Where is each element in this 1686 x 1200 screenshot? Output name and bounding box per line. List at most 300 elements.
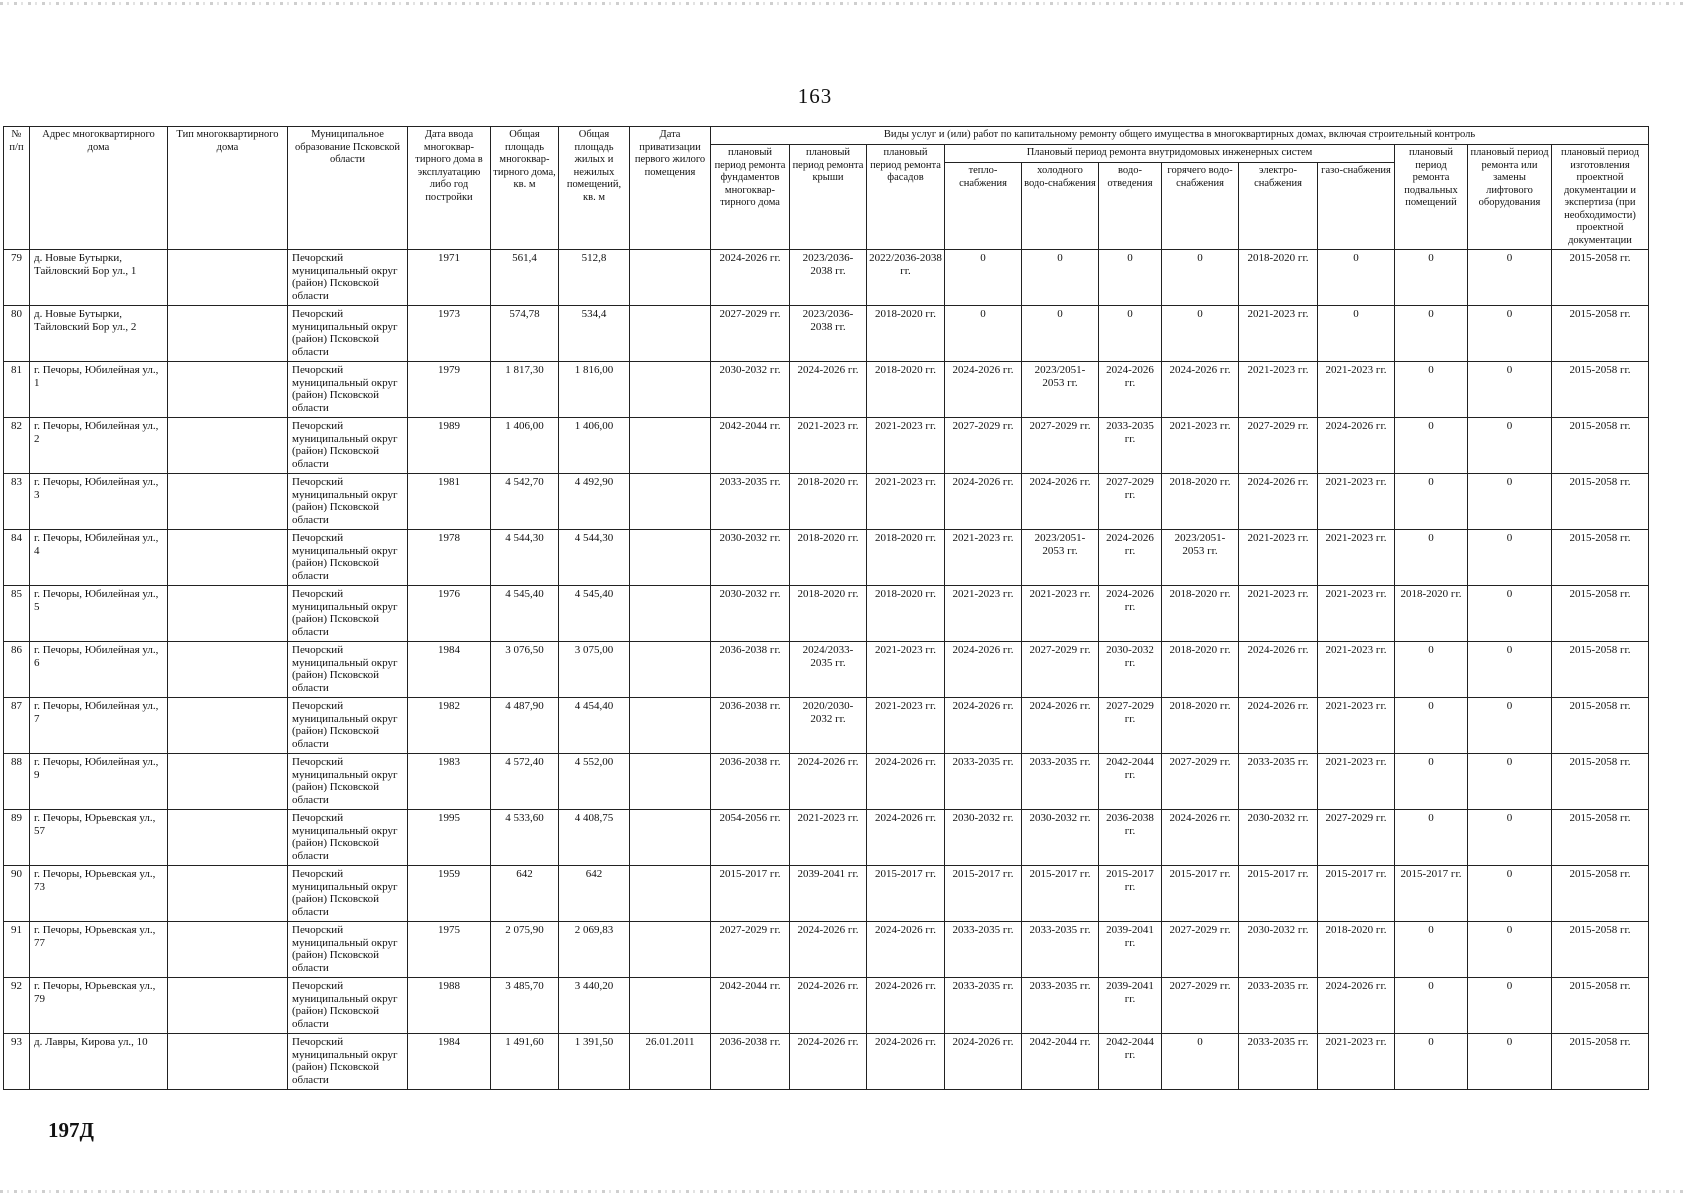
cell-roof: 2024-2026 гг.	[790, 922, 867, 978]
cell-privatization-date	[630, 698, 711, 754]
header-total-area: Общая площадь многоквар-тирного дома, кв. м	[491, 127, 559, 250]
cell-cold-water: 0	[1022, 306, 1099, 362]
header-elevator: плановый период ремонта или замены лифтового оборудования	[1468, 145, 1552, 250]
cell-type	[168, 866, 288, 922]
cell-residential-area: 1 816,00	[559, 362, 630, 418]
cell-heating: 0	[945, 306, 1022, 362]
header-residential-area: Общая площадь жилых и нежилых помещений, кв. м	[559, 127, 630, 250]
cell-privatization-date: 26.01.2011	[630, 1034, 711, 1090]
cell-year: 1978	[408, 530, 491, 586]
cell-num: 93	[4, 1034, 30, 1090]
cell-electricity: 2030-2032 гг.	[1239, 922, 1318, 978]
cell-municipality: Печорский муниципальный округ (район) Псковской области	[288, 922, 408, 978]
cell-type	[168, 1034, 288, 1090]
cell-electricity: 2018-2020 гг.	[1239, 250, 1318, 306]
cell-year: 1982	[408, 698, 491, 754]
cell-design-docs: 2015-2058 гг.	[1552, 810, 1649, 866]
cell-roof: 2039-2041 гг.	[790, 866, 867, 922]
cell-electricity: 2033-2035 гг.	[1239, 754, 1318, 810]
cell-municipality: Печорский муниципальный округ (район) Псковской области	[288, 250, 408, 306]
cell-drainage: 2036-2038 гг.	[1099, 810, 1162, 866]
table-row	[4, 866, 1649, 922]
cell-elevator: 0	[1468, 922, 1552, 978]
cell-hot-water: 2024-2026 гг.	[1162, 810, 1239, 866]
cell-municipality: Печорский муниципальный округ (район) Псковской области	[288, 1034, 408, 1090]
scan-edge-bottom	[0, 1190, 1686, 1193]
cell-address: г. Печоры, Юрьевская ул., 77	[30, 922, 168, 978]
header-works-group: Виды услуг и (или) работ по капитальному ремонту общего имущества в многоквартирных домах, включая строительный контроль	[711, 127, 1649, 145]
cell-num: 84	[4, 530, 30, 586]
header-num: № п/п	[4, 127, 30, 250]
cell-heating: 2024-2026 гг.	[945, 474, 1022, 530]
cell-total-area: 4 487,90	[491, 698, 559, 754]
cell-address: г. Печоры, Юбилейная ул., 3	[30, 474, 168, 530]
cell-cold-water: 2023/2051-2053 гг.	[1022, 530, 1099, 586]
cell-num: 88	[4, 754, 30, 810]
cell-design-docs: 2015-2058 гг.	[1552, 474, 1649, 530]
cell-residential-area: 512,8	[559, 250, 630, 306]
cell-elevator: 0	[1468, 698, 1552, 754]
cell-hot-water: 2018-2020 гг.	[1162, 698, 1239, 754]
cell-drainage: 2027-2029 гг.	[1099, 698, 1162, 754]
cell-num: 81	[4, 362, 30, 418]
cell-drainage: 2024-2026 гг.	[1099, 362, 1162, 418]
cell-type	[168, 474, 288, 530]
cell-privatization-date	[630, 642, 711, 698]
cell-privatization-date	[630, 250, 711, 306]
cell-elevator: 0	[1468, 362, 1552, 418]
header-privatization-date: Дата приватизации первого жилого помещения	[630, 127, 711, 250]
cell-type	[168, 586, 288, 642]
cell-privatization-date	[630, 922, 711, 978]
cell-drainage: 2024-2026 гг.	[1099, 530, 1162, 586]
cell-facade: 2015-2017 гг.	[867, 866, 945, 922]
cell-elevator: 0	[1468, 586, 1552, 642]
cell-drainage: 2033-2035 гг.	[1099, 418, 1162, 474]
cell-foundation: 2015-2017 гг.	[711, 866, 790, 922]
cell-year: 1979	[408, 362, 491, 418]
cell-num: 91	[4, 922, 30, 978]
table-row	[4, 530, 1649, 586]
cell-total-area: 4 544,30	[491, 530, 559, 586]
cell-year: 1959	[408, 866, 491, 922]
table-row	[4, 978, 1649, 1034]
cell-address: г. Печоры, Юбилейная ул., 5	[30, 586, 168, 642]
cell-municipality: Печорский муниципальный округ (район) Псковской области	[288, 810, 408, 866]
cell-design-docs: 2015-2058 гг.	[1552, 418, 1649, 474]
cell-drainage: 0	[1099, 250, 1162, 306]
cell-address: г. Печоры, Юрьевская ул., 73	[30, 866, 168, 922]
cell-year: 1984	[408, 642, 491, 698]
cell-cold-water: 2021-2023 гг.	[1022, 586, 1099, 642]
cell-roof: 2024-2026 гг.	[790, 754, 867, 810]
cell-gas: 2021-2023 гг.	[1318, 362, 1395, 418]
cell-residential-area: 4 408,75	[559, 810, 630, 866]
cell-basement: 2018-2020 гг.	[1395, 586, 1468, 642]
cell-design-docs: 2015-2058 гг.	[1552, 1034, 1649, 1090]
cell-design-docs: 2015-2058 гг.	[1552, 866, 1649, 922]
cell-design-docs: 2015-2058 гг.	[1552, 922, 1649, 978]
cell-type	[168, 810, 288, 866]
cell-electricity: 2030-2032 гг.	[1239, 810, 1318, 866]
cell-hot-water: 2021-2023 гг.	[1162, 418, 1239, 474]
cell-type	[168, 978, 288, 1034]
cell-heating: 2024-2026 гг.	[945, 698, 1022, 754]
cell-heating: 2021-2023 гг.	[945, 530, 1022, 586]
table-body	[4, 250, 1649, 1090]
cell-roof: 2021-2023 гг.	[790, 418, 867, 474]
cell-elevator: 0	[1468, 866, 1552, 922]
cell-cold-water: 2033-2035 гг.	[1022, 922, 1099, 978]
cell-design-docs: 2015-2058 гг.	[1552, 698, 1649, 754]
cell-year: 1971	[408, 250, 491, 306]
header-gas: газо-снабжения	[1318, 163, 1395, 250]
cell-electricity: 2015-2017 гг.	[1239, 866, 1318, 922]
cell-foundation: 2042-2044 гг.	[711, 418, 790, 474]
cell-foundation: 2036-2038 гг.	[711, 642, 790, 698]
table-row	[4, 642, 1649, 698]
cell-heating: 2033-2035 гг.	[945, 922, 1022, 978]
cell-hot-water: 2023/2051-2053 гг.	[1162, 530, 1239, 586]
cell-electricity: 2033-2035 гг.	[1239, 1034, 1318, 1090]
cell-roof: 2023/2036-2038 гг.	[790, 306, 867, 362]
cell-elevator: 0	[1468, 474, 1552, 530]
cell-year: 1973	[408, 306, 491, 362]
table-row	[4, 474, 1649, 530]
table-row	[4, 306, 1649, 362]
cell-foundation: 2054-2056 гг.	[711, 810, 790, 866]
cell-privatization-date	[630, 586, 711, 642]
cell-drainage: 2030-2032 гг.	[1099, 642, 1162, 698]
cell-cold-water: 2023/2051-2053 гг.	[1022, 362, 1099, 418]
cell-drainage: 2015-2017 гг.	[1099, 866, 1162, 922]
cell-design-docs: 2015-2058 гг.	[1552, 642, 1649, 698]
cell-privatization-date	[630, 810, 711, 866]
cell-heating: 2024-2026 гг.	[945, 362, 1022, 418]
cell-municipality: Печорский муниципальный округ (район) Псковской области	[288, 306, 408, 362]
cell-foundation: 2042-2044 гг.	[711, 978, 790, 1034]
cell-basement: 0	[1395, 754, 1468, 810]
cell-municipality: Печорский муниципальный округ (район) Псковской области	[288, 586, 408, 642]
cell-hot-water: 2027-2029 гг.	[1162, 754, 1239, 810]
cell-foundation: 2027-2029 гг.	[711, 306, 790, 362]
cell-hot-water: 2018-2020 гг.	[1162, 642, 1239, 698]
header-drainage: водо-отведения	[1099, 163, 1162, 250]
cell-basement: 0	[1395, 922, 1468, 978]
cell-gas: 2027-2029 гг.	[1318, 810, 1395, 866]
cell-gas: 2024-2026 гг.	[1318, 978, 1395, 1034]
cell-gas: 2018-2020 гг.	[1318, 922, 1395, 978]
cell-num: 86	[4, 642, 30, 698]
cell-address: г. Печоры, Юбилейная ул., 4	[30, 530, 168, 586]
cell-facade: 2024-2026 гг.	[867, 754, 945, 810]
cell-total-area: 4 545,40	[491, 586, 559, 642]
cell-year: 1975	[408, 922, 491, 978]
cell-cold-water: 2024-2026 гг.	[1022, 474, 1099, 530]
cell-num: 92	[4, 978, 30, 1034]
cell-elevator: 0	[1468, 642, 1552, 698]
cell-heating: 2024-2026 гг.	[945, 642, 1022, 698]
cell-residential-area: 2 069,83	[559, 922, 630, 978]
cell-cold-water: 2027-2029 гг.	[1022, 642, 1099, 698]
cell-privatization-date	[630, 474, 711, 530]
cell-hot-water: 0	[1162, 250, 1239, 306]
header-design-docs: плановый период изготовления проектной документации и экспертиза (при необходимости) проектной документации	[1552, 145, 1649, 250]
cell-privatization-date	[630, 418, 711, 474]
cell-residential-area: 1 391,50	[559, 1034, 630, 1090]
cell-address: д. Новые Бутырки, Тайловский Бор ул., 2	[30, 306, 168, 362]
cell-hot-water: 2027-2029 гг.	[1162, 922, 1239, 978]
cell-hot-water: 2018-2020 гг.	[1162, 474, 1239, 530]
table-row	[4, 810, 1649, 866]
cell-electricity: 2033-2035 гг.	[1239, 978, 1318, 1034]
page-number: 163	[797, 84, 833, 108]
cell-foundation: 2027-2029 гг.	[711, 922, 790, 978]
cell-elevator: 0	[1468, 530, 1552, 586]
header-type: Тип многоквартирного дома	[168, 127, 288, 250]
cell-electricity: 2024-2026 гг.	[1239, 474, 1318, 530]
cell-residential-area: 1 406,00	[559, 418, 630, 474]
cell-facade: 2022/2036-2038 гг.	[867, 250, 945, 306]
cell-total-area: 642	[491, 866, 559, 922]
cell-basement: 0	[1395, 474, 1468, 530]
cell-roof: 2024-2026 гг.	[790, 1034, 867, 1090]
cell-basement: 0	[1395, 810, 1468, 866]
cell-address: д. Новые Бутырки, Тайловский Бор ул., 1	[30, 250, 168, 306]
cell-foundation: 2036-2038 гг.	[711, 1034, 790, 1090]
cell-type	[168, 922, 288, 978]
cell-facade: 2018-2020 гг.	[867, 530, 945, 586]
cell-heating: 2027-2029 гг.	[945, 418, 1022, 474]
cell-municipality: Печорский муниципальный округ (район) Псковской области	[288, 418, 408, 474]
repair-schedule-table	[3, 126, 1649, 1090]
cell-heating: 2024-2026 гг.	[945, 1034, 1022, 1090]
cell-gas: 0	[1318, 250, 1395, 306]
cell-cold-water: 2030-2032 гг.	[1022, 810, 1099, 866]
cell-address: г. Печоры, Юрьевская ул., 79	[30, 978, 168, 1034]
cell-roof: 2023/2036-2038 гг.	[790, 250, 867, 306]
cell-cold-water: 2042-2044 гг.	[1022, 1034, 1099, 1090]
cell-year: 1976	[408, 586, 491, 642]
header-cold-water: холодного водо-снабжения	[1022, 163, 1099, 250]
cell-design-docs: 2015-2058 гг.	[1552, 250, 1649, 306]
cell-total-area: 3 485,70	[491, 978, 559, 1034]
table-row	[4, 250, 1649, 306]
cell-gas: 2021-2023 гг.	[1318, 586, 1395, 642]
cell-privatization-date	[630, 306, 711, 362]
cell-gas: 2021-2023 гг.	[1318, 754, 1395, 810]
table-row	[4, 698, 1649, 754]
cell-address: г. Печоры, Юрьевская ул., 57	[30, 810, 168, 866]
cell-roof: 2024/2033-2035 гг.	[790, 642, 867, 698]
cell-total-area: 1 817,30	[491, 362, 559, 418]
cell-heating: 0	[945, 250, 1022, 306]
header-roof: плановый период ремонта крыши	[790, 145, 867, 250]
cell-elevator: 0	[1468, 754, 1552, 810]
cell-year: 1984	[408, 1034, 491, 1090]
header-heating: тепло-снабжения	[945, 163, 1022, 250]
cell-basement: 0	[1395, 1034, 1468, 1090]
cell-heating: 2030-2032 гг.	[945, 810, 1022, 866]
cell-num: 89	[4, 810, 30, 866]
cell-drainage: 2039-2041 гг.	[1099, 922, 1162, 978]
cell-residential-area: 4 545,40	[559, 586, 630, 642]
cell-gas: 2021-2023 гг.	[1318, 474, 1395, 530]
header-systems-group: Плановый период ремонта внутридомовых инженерных систем	[945, 145, 1395, 163]
cell-total-area: 1 406,00	[491, 418, 559, 474]
cell-facade: 2021-2023 гг.	[867, 418, 945, 474]
cell-residential-area: 4 492,90	[559, 474, 630, 530]
cell-privatization-date	[630, 978, 711, 1034]
cell-total-area: 2 075,90	[491, 922, 559, 978]
cell-heating: 2015-2017 гг.	[945, 866, 1022, 922]
cell-hot-water: 2027-2029 гг.	[1162, 978, 1239, 1034]
table-row	[4, 754, 1649, 810]
cell-municipality: Печорский муниципальный округ (район) Псковской области	[288, 754, 408, 810]
cell-hot-water: 2018-2020 гг.	[1162, 586, 1239, 642]
cell-residential-area: 534,4	[559, 306, 630, 362]
cell-address: д. Лавры, Кирова ул., 10	[30, 1034, 168, 1090]
cell-elevator: 0	[1468, 978, 1552, 1034]
cell-residential-area: 4 552,00	[559, 754, 630, 810]
cell-cold-water: 2015-2017 гг.	[1022, 866, 1099, 922]
cell-basement: 0	[1395, 642, 1468, 698]
cell-design-docs: 2015-2058 гг.	[1552, 754, 1649, 810]
cell-facade: 2018-2020 гг.	[867, 586, 945, 642]
cell-facade: 2024-2026 гг.	[867, 810, 945, 866]
cell-year: 1995	[408, 810, 491, 866]
cell-basement: 0	[1395, 530, 1468, 586]
cell-design-docs: 2015-2058 гг.	[1552, 362, 1649, 418]
cell-electricity: 2024-2026 гг.	[1239, 642, 1318, 698]
cell-drainage: 2027-2029 гг.	[1099, 474, 1162, 530]
cell-basement: 0	[1395, 362, 1468, 418]
cell-foundation: 2030-2032 гг.	[711, 362, 790, 418]
cell-electricity: 2027-2029 гг.	[1239, 418, 1318, 474]
cell-elevator: 0	[1468, 418, 1552, 474]
cell-year: 1988	[408, 978, 491, 1034]
cell-type	[168, 754, 288, 810]
cell-roof: 2020/2030-2032 гг.	[790, 698, 867, 754]
cell-electricity: 2021-2023 гг.	[1239, 530, 1318, 586]
cell-residential-area: 3 075,00	[559, 642, 630, 698]
cell-basement: 0	[1395, 418, 1468, 474]
table-row	[4, 418, 1649, 474]
cell-municipality: Печорский муниципальный округ (район) Псковской области	[288, 362, 408, 418]
cell-basement: 0	[1395, 698, 1468, 754]
cell-drainage: 0	[1099, 306, 1162, 362]
cell-municipality: Печорский муниципальный округ (район) Псковской области	[288, 530, 408, 586]
cell-design-docs: 2015-2058 гг.	[1552, 978, 1649, 1034]
cell-elevator: 0	[1468, 810, 1552, 866]
header-facade: плановый период ремонта фасадов	[867, 145, 945, 250]
cell-facade: 2021-2023 гг.	[867, 474, 945, 530]
cell-facade: 2024-2026 гг.	[867, 978, 945, 1034]
header-municipality: Муниципальное образование Псковской области	[288, 127, 408, 250]
table-row	[4, 1034, 1649, 1090]
cell-residential-area: 4 544,30	[559, 530, 630, 586]
header-foundation: плановый период ремонта фундаментов многоквар-тирного дома	[711, 145, 790, 250]
cell-roof: 2018-2020 гг.	[790, 530, 867, 586]
cell-num: 83	[4, 474, 30, 530]
scan-edge-top	[0, 2, 1686, 5]
cell-num: 79	[4, 250, 30, 306]
cell-municipality: Печорский муниципальный округ (район) Псковской области	[288, 698, 408, 754]
cell-total-area: 3 076,50	[491, 642, 559, 698]
cell-type	[168, 250, 288, 306]
cell-type	[168, 362, 288, 418]
cell-heating: 2033-2035 гг.	[945, 754, 1022, 810]
cell-privatization-date	[630, 866, 711, 922]
cell-elevator: 0	[1468, 1034, 1552, 1090]
cell-residential-area: 4 454,40	[559, 698, 630, 754]
cell-type	[168, 698, 288, 754]
cell-facade: 2018-2020 гг.	[867, 362, 945, 418]
cell-cold-water: 2027-2029 гг.	[1022, 418, 1099, 474]
cell-heating: 2033-2035 гг.	[945, 978, 1022, 1034]
cell-privatization-date	[630, 530, 711, 586]
cell-type	[168, 418, 288, 474]
cell-num: 90	[4, 866, 30, 922]
cell-residential-area: 642	[559, 866, 630, 922]
cell-foundation: 2033-2035 гг.	[711, 474, 790, 530]
cell-address: г. Печоры, Юбилейная ул., 6	[30, 642, 168, 698]
cell-type	[168, 642, 288, 698]
cell-facade: 2018-2020 гг.	[867, 306, 945, 362]
cell-electricity: 2021-2023 гг.	[1239, 362, 1318, 418]
cell-address: г. Печоры, Юбилейная ул., 7	[30, 698, 168, 754]
cell-roof: 2021-2023 гг.	[790, 810, 867, 866]
document-code: 197Д	[48, 1118, 94, 1142]
cell-year: 1981	[408, 474, 491, 530]
cell-cold-water: 0	[1022, 250, 1099, 306]
cell-facade: 2024-2026 гг.	[867, 1034, 945, 1090]
cell-drainage: 2042-2044 гг.	[1099, 1034, 1162, 1090]
cell-gas: 2021-2023 гг.	[1318, 642, 1395, 698]
cell-privatization-date	[630, 754, 711, 810]
cell-gas: 0	[1318, 306, 1395, 362]
cell-num: 80	[4, 306, 30, 362]
cell-total-area: 4 542,70	[491, 474, 559, 530]
cell-municipality: Печорский муниципальный округ (район) Псковской области	[288, 474, 408, 530]
cell-num: 87	[4, 698, 30, 754]
cell-foundation: 2036-2038 гг.	[711, 698, 790, 754]
cell-total-area: 4 533,60	[491, 810, 559, 866]
cell-total-area: 561,4	[491, 250, 559, 306]
cell-basement: 0	[1395, 978, 1468, 1034]
cell-facade: 2021-2023 гг.	[867, 642, 945, 698]
cell-type	[168, 530, 288, 586]
cell-heating: 2021-2023 гг.	[945, 586, 1022, 642]
cell-foundation: 2030-2032 гг.	[711, 530, 790, 586]
cell-gas: 2015-2017 гг.	[1318, 866, 1395, 922]
cell-basement: 2015-2017 гг.	[1395, 866, 1468, 922]
cell-hot-water: 0	[1162, 1034, 1239, 1090]
cell-total-area: 574,78	[491, 306, 559, 362]
cell-address: г. Печоры, Юбилейная ул., 1	[30, 362, 168, 418]
cell-drainage: 2042-2044 гг.	[1099, 754, 1162, 810]
cell-foundation: 2030-2032 гг.	[711, 586, 790, 642]
cell-gas: 2021-2023 гг.	[1318, 530, 1395, 586]
cell-gas: 2021-2023 гг.	[1318, 698, 1395, 754]
cell-cold-water: 2024-2026 гг.	[1022, 698, 1099, 754]
cell-municipality: Печорский муниципальный округ (район) Псковской области	[288, 978, 408, 1034]
cell-address: г. Печоры, Юбилейная ул., 2	[30, 418, 168, 474]
cell-type	[168, 306, 288, 362]
cell-electricity: 2024-2026 гг.	[1239, 698, 1318, 754]
header-electricity: электро-снабжения	[1239, 163, 1318, 250]
table-header	[4, 127, 1649, 250]
